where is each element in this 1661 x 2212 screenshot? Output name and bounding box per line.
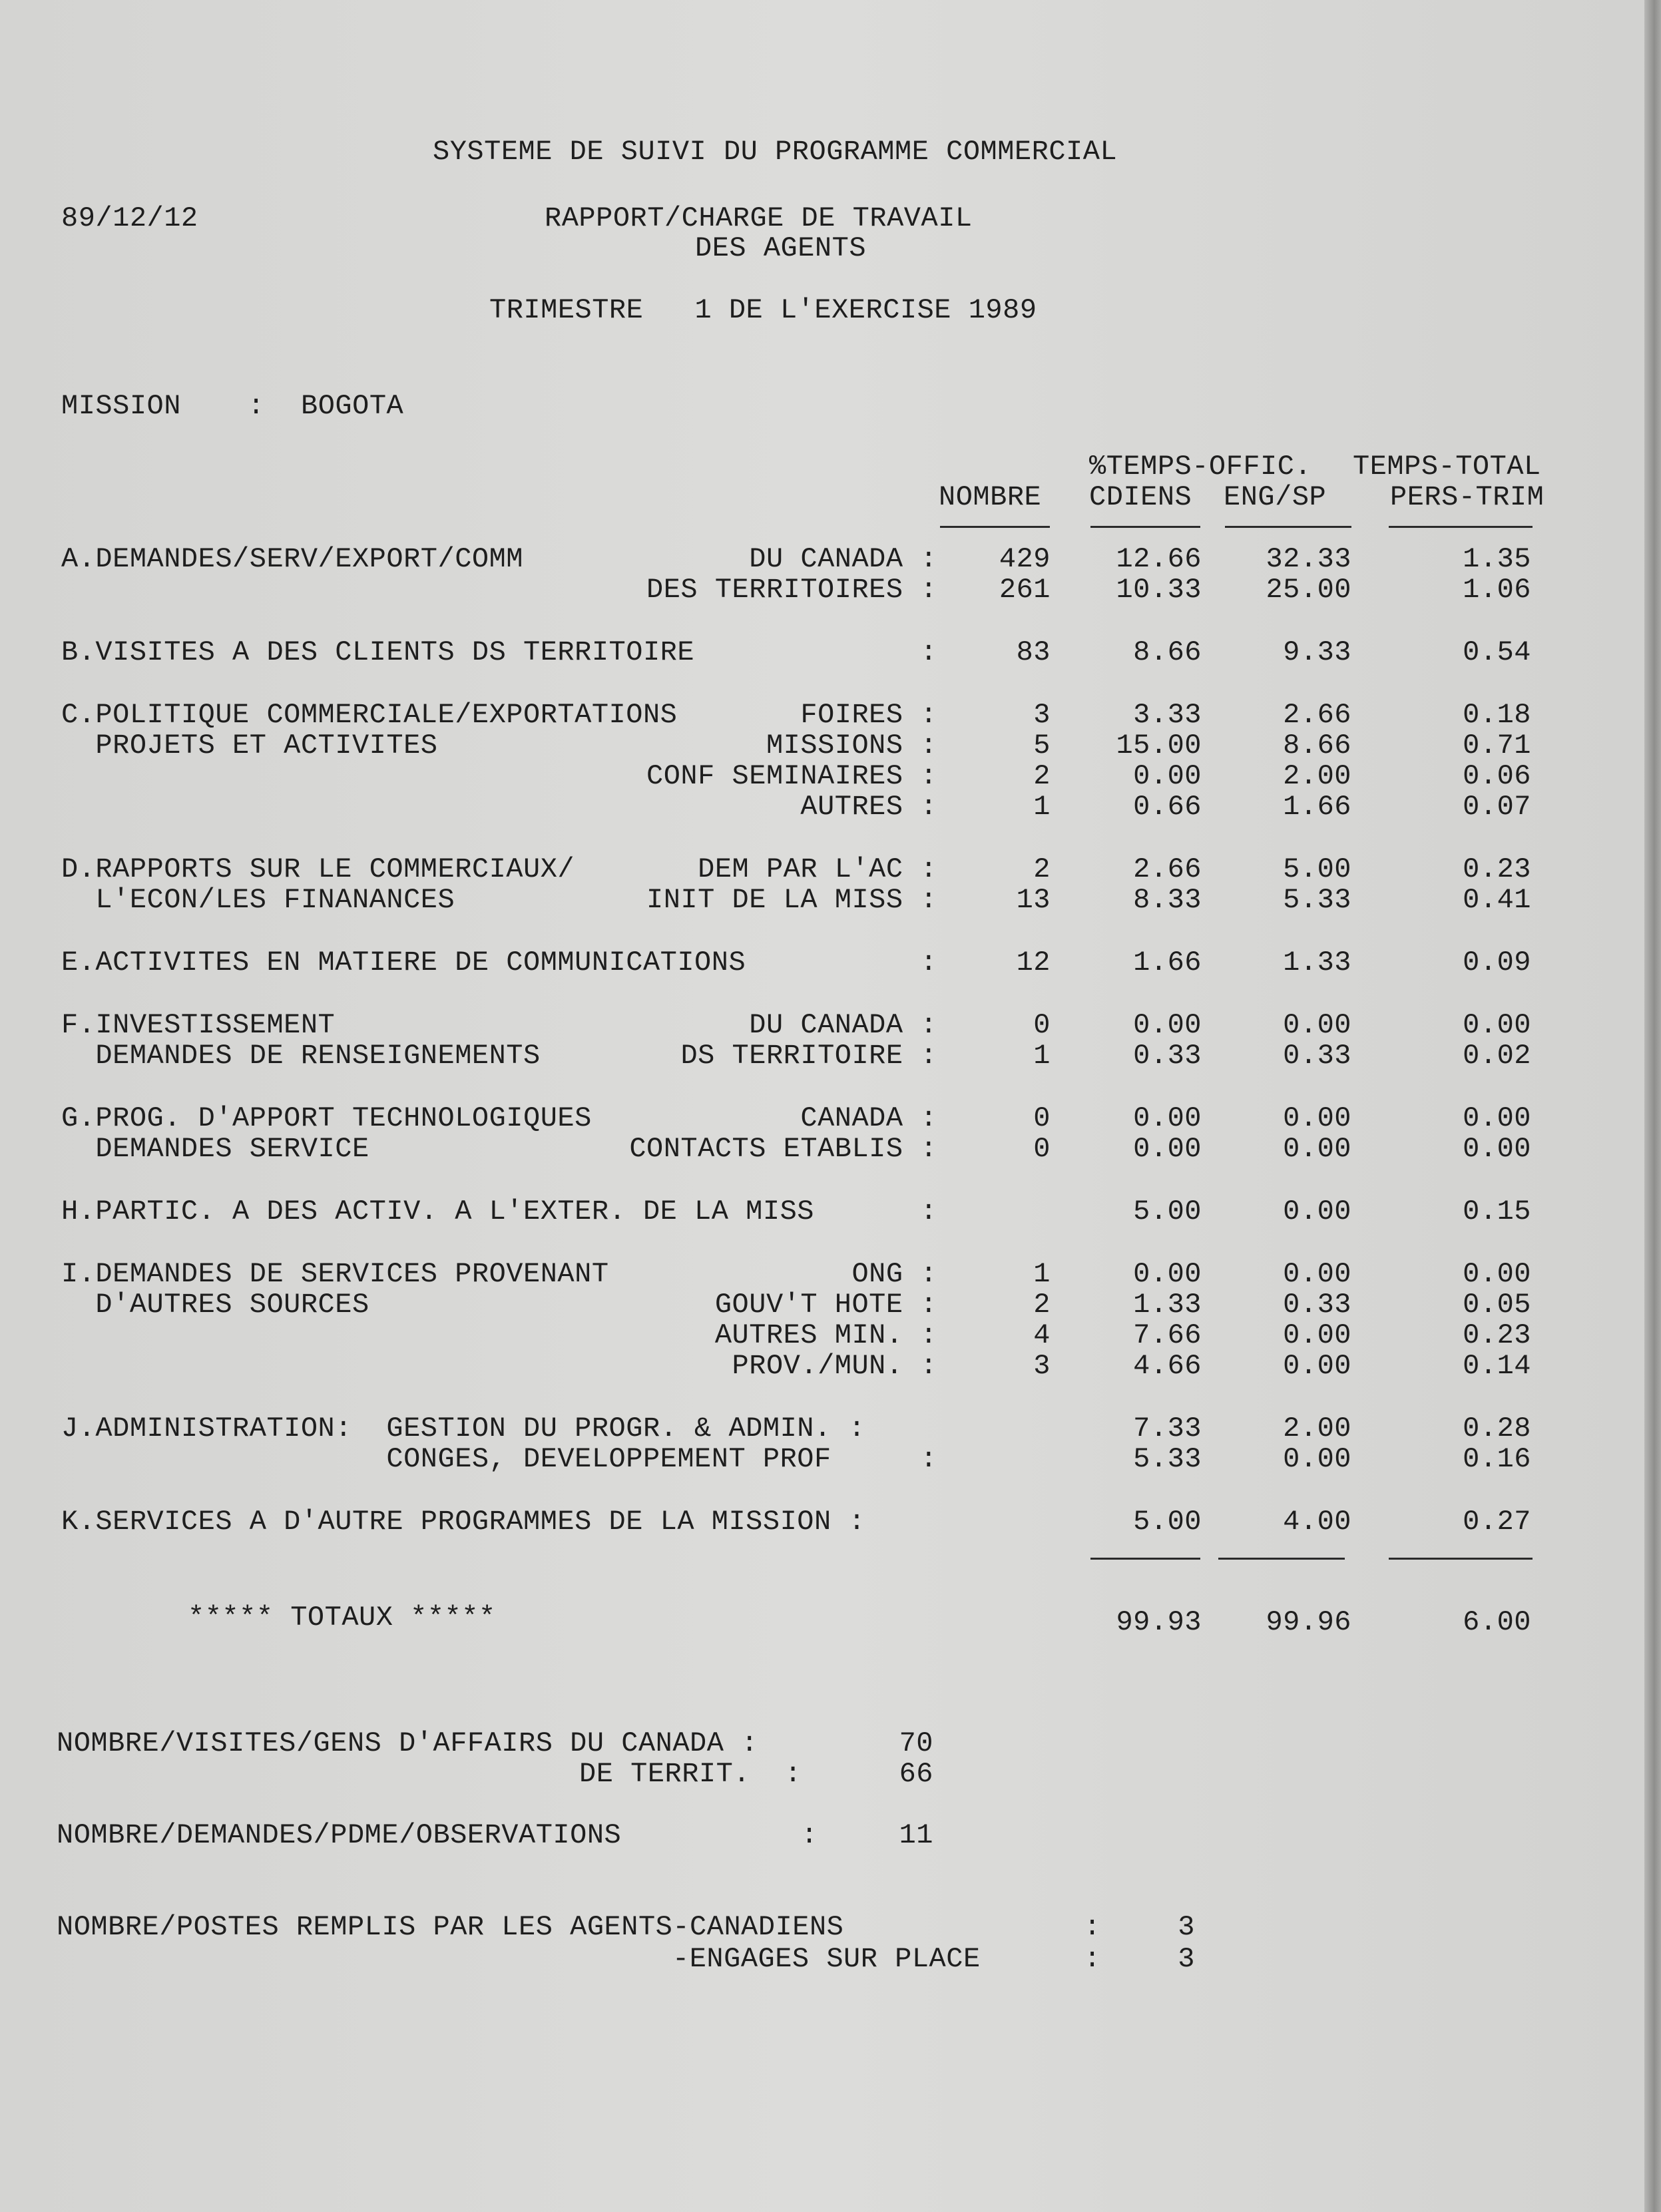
row-nombre: 429 bbox=[999, 543, 1051, 575]
footer-postes-colon: : bbox=[1084, 1911, 1101, 1943]
row-cdiens: 0.00 bbox=[1133, 1258, 1202, 1290]
row-total: 0.27 bbox=[1463, 1506, 1531, 1538]
col-header-engsp: ENG/SP bbox=[1224, 481, 1327, 513]
row-engsp: 0.00 bbox=[1283, 1102, 1351, 1134]
row-subcategory: PROV./MUN. : bbox=[732, 1350, 937, 1382]
footer-territ-value: 66 bbox=[899, 1758, 933, 1790]
row-category: CONGES, DEVELOPPEMENT PROF bbox=[61, 1443, 831, 1475]
report-title-line1: RAPPORT/CHARGE DE TRAVAIL bbox=[545, 202, 973, 234]
row-engsp: 0.00 bbox=[1283, 1196, 1351, 1227]
row-engsp: 1.33 bbox=[1283, 947, 1351, 979]
row-subcategory: CONF SEMINAIRES : bbox=[646, 760, 937, 792]
row-cdiens: 2.66 bbox=[1133, 853, 1202, 885]
row-total: 0.71 bbox=[1463, 730, 1531, 762]
row-nombre: 1 bbox=[1033, 791, 1051, 823]
row-nombre: 1 bbox=[1033, 1258, 1051, 1290]
row-category: D.RAPPORTS SUR LE COMMERCIAUX/ bbox=[61, 853, 575, 885]
col-underline-total bbox=[1389, 526, 1533, 528]
footer-territ-label: DE TERRIT. : bbox=[579, 1758, 802, 1790]
page-edge-shadow bbox=[1644, 0, 1661, 2212]
row-total: 0.00 bbox=[1463, 1102, 1531, 1134]
row-cdiens: 5.00 bbox=[1133, 1506, 1202, 1538]
row-subcategory: GOUV'T HOTE : bbox=[714, 1289, 937, 1321]
row-nombre: 83 bbox=[1016, 636, 1051, 668]
totals-rule-total bbox=[1389, 1558, 1533, 1560]
row-total: 0.28 bbox=[1463, 1413, 1531, 1444]
row-total: 0.54 bbox=[1463, 636, 1531, 668]
row-cdiens: 0.00 bbox=[1133, 1133, 1202, 1165]
row-nombre: 12 bbox=[1016, 947, 1051, 979]
row-engsp: 4.00 bbox=[1283, 1506, 1351, 1538]
row-subcategory: MISSIONS : bbox=[766, 730, 937, 762]
row-subcategory: DES TERRITOIRES : bbox=[646, 574, 937, 606]
row-subcategory: DU CANADA : bbox=[749, 543, 937, 575]
col-underline-cdiens bbox=[1090, 526, 1200, 528]
row-total: 0.07 bbox=[1463, 791, 1531, 823]
row-nombre: 0 bbox=[1033, 1102, 1051, 1134]
row-nombre: 1 bbox=[1033, 1040, 1051, 1072]
row-nombre: 13 bbox=[1016, 884, 1051, 916]
row-category: L'ECON/LES FINANANCES bbox=[61, 884, 455, 916]
row-engsp: 0.00 bbox=[1283, 1009, 1351, 1041]
row-engsp: 2.66 bbox=[1283, 699, 1351, 731]
quarter-line: TRIMESTRE 1 DE L'EXERCISE 1989 bbox=[489, 294, 1037, 326]
row-cdiens: 4.66 bbox=[1133, 1350, 1202, 1382]
row-category: C.POLITIQUE COMMERCIALE/EXPORTATIONS bbox=[61, 699, 678, 731]
row-subcategory: AUTRES MIN. : bbox=[714, 1319, 937, 1351]
col-header-temps-offic: %TEMPS-OFFIC. bbox=[1089, 451, 1312, 483]
report-system-title: SYSTEME DE SUIVI DU PROGRAMME COMMERCIAL bbox=[433, 136, 1118, 168]
row-cdiens: 5.00 bbox=[1133, 1196, 1202, 1227]
row-cdiens: 15.00 bbox=[1116, 730, 1202, 762]
row-engsp: 0.00 bbox=[1283, 1133, 1351, 1165]
row-subcategory: INIT DE LA MISS : bbox=[646, 884, 937, 916]
row-subcategory: FOIRES : bbox=[800, 699, 937, 731]
row-cdiens: 5.33 bbox=[1133, 1443, 1202, 1475]
row-category: DEMANDES DE RENSEIGNEMENTS bbox=[61, 1040, 541, 1072]
footer-pdme-label: NOMBRE/DEMANDES/PDME/OBSERVATIONS bbox=[57, 1819, 622, 1851]
row-subcategory: : bbox=[920, 1196, 937, 1227]
row-subcategory: DS TERRITOIRE : bbox=[680, 1040, 937, 1072]
totals-engsp: 99.96 bbox=[1266, 1606, 1351, 1638]
row-total: 0.16 bbox=[1463, 1443, 1531, 1475]
row-engsp: 0.00 bbox=[1283, 1258, 1351, 1290]
row-cdiens: 0.00 bbox=[1133, 760, 1202, 792]
row-total: 0.41 bbox=[1463, 884, 1531, 916]
footer-engages-value: 3 bbox=[1178, 1943, 1195, 1975]
mission-label: MISSION bbox=[61, 390, 181, 422]
row-category: J.ADMINISTRATION: GESTION DU PROGR. & ADMIN. : bbox=[61, 1413, 866, 1444]
row-total: 0.05 bbox=[1463, 1289, 1531, 1321]
row-category: PROJETS ET ACTIVITES bbox=[61, 730, 438, 762]
totals-label: ***** TOTAUX ***** bbox=[188, 1602, 496, 1634]
row-category: G.PROG. D'APPORT TECHNOLOGIQUES bbox=[61, 1102, 592, 1134]
row-engsp: 0.33 bbox=[1283, 1040, 1351, 1072]
row-category: B.VISITES A DES CLIENTS DS TERRITOIRE bbox=[61, 636, 695, 668]
row-total: 0.23 bbox=[1463, 1319, 1531, 1351]
row-total: 0.23 bbox=[1463, 853, 1531, 885]
row-cdiens: 7.66 bbox=[1133, 1319, 1202, 1351]
footer-postes-label: NOMBRE/POSTES REMPLIS PAR LES AGENTS-CANADIENS bbox=[57, 1911, 844, 1943]
row-category: K.SERVICES A D'AUTRE PROGRAMMES DE LA MISSION : bbox=[61, 1506, 866, 1538]
row-engsp: 0.00 bbox=[1283, 1443, 1351, 1475]
col-underline-engsp bbox=[1225, 526, 1351, 528]
row-total: 0.18 bbox=[1463, 699, 1531, 731]
col-header-nombre: NOMBRE bbox=[939, 481, 1042, 513]
row-engsp: 5.00 bbox=[1283, 853, 1351, 885]
row-engsp: 0.00 bbox=[1283, 1350, 1351, 1382]
row-cdiens: 10.33 bbox=[1116, 574, 1202, 606]
row-total: 0.02 bbox=[1463, 1040, 1531, 1072]
row-total: 1.06 bbox=[1463, 574, 1531, 606]
row-cdiens: 8.66 bbox=[1133, 636, 1202, 668]
row-total: 1.35 bbox=[1463, 543, 1531, 575]
row-total: 0.06 bbox=[1463, 760, 1531, 792]
row-category: F.INVESTISSEMENT bbox=[61, 1009, 336, 1041]
row-subcategory: AUTRES : bbox=[800, 791, 937, 823]
row-category: D'AUTRES SOURCES bbox=[61, 1289, 369, 1321]
row-cdiens: 12.66 bbox=[1116, 543, 1202, 575]
row-cdiens: 0.33 bbox=[1133, 1040, 1202, 1072]
row-nombre: 0 bbox=[1033, 1133, 1051, 1165]
row-engsp: 0.33 bbox=[1283, 1289, 1351, 1321]
row-nombre: 2 bbox=[1033, 853, 1051, 885]
row-cdiens: 8.33 bbox=[1133, 884, 1202, 916]
row-nombre: 3 bbox=[1033, 699, 1051, 731]
footer-engages-colon: : bbox=[1084, 1943, 1101, 1975]
row-cdiens: 0.66 bbox=[1133, 791, 1202, 823]
row-subcategory: : bbox=[920, 1443, 937, 1475]
row-total: 0.00 bbox=[1463, 1133, 1531, 1165]
row-nombre: 5 bbox=[1033, 730, 1051, 762]
row-nombre: 261 bbox=[999, 574, 1051, 606]
col-header-temps-total: TEMPS-TOTAL bbox=[1353, 451, 1541, 483]
row-cdiens: 7.33 bbox=[1133, 1413, 1202, 1444]
footer-postes-value: 3 bbox=[1178, 1911, 1195, 1943]
row-cdiens: 1.66 bbox=[1133, 947, 1202, 979]
row-category: H.PARTIC. A DES ACTIV. A L'EXTER. DE LA MISS bbox=[61, 1196, 814, 1227]
row-cdiens: 1.33 bbox=[1133, 1289, 1202, 1321]
footer-visites-value: 70 bbox=[899, 1727, 933, 1759]
row-total: 0.14 bbox=[1463, 1350, 1531, 1382]
totals-cdiens: 99.93 bbox=[1116, 1606, 1202, 1638]
mission-value: BOGOTA bbox=[301, 390, 404, 422]
row-nombre: 4 bbox=[1033, 1319, 1051, 1351]
row-category: A.DEMANDES/SERV/EXPORT/COMM bbox=[61, 543, 524, 575]
report-title-line2: DES AGENTS bbox=[695, 232, 867, 264]
col-header-cdiens: CDIENS bbox=[1089, 481, 1192, 513]
row-subcategory: DEM PAR L'AC : bbox=[698, 853, 937, 885]
row-total: 0.09 bbox=[1463, 947, 1531, 979]
row-engsp: 25.00 bbox=[1266, 574, 1351, 606]
mission-colon: : bbox=[248, 390, 265, 422]
footer-pdme-value: 11 bbox=[899, 1819, 933, 1851]
row-engsp: 5.33 bbox=[1283, 884, 1351, 916]
row-total: 0.15 bbox=[1463, 1196, 1531, 1227]
row-nombre: 2 bbox=[1033, 760, 1051, 792]
row-nombre: 3 bbox=[1033, 1350, 1051, 1382]
row-subcategory: DU CANADA : bbox=[749, 1009, 937, 1041]
row-engsp: 32.33 bbox=[1266, 543, 1351, 575]
row-subcategory: ONG : bbox=[851, 1258, 937, 1290]
row-engsp: 0.00 bbox=[1283, 1319, 1351, 1351]
row-engsp: 2.00 bbox=[1283, 1413, 1351, 1444]
row-nombre: 0 bbox=[1033, 1009, 1051, 1041]
row-category: I.DEMANDES DE SERVICES PROVENANT bbox=[61, 1258, 609, 1290]
row-total: 0.00 bbox=[1463, 1009, 1531, 1041]
footer-engages-label: -ENGAGES SUR PLACE bbox=[672, 1943, 981, 1975]
row-engsp: 9.33 bbox=[1283, 636, 1351, 668]
row-subcategory: : bbox=[920, 947, 937, 979]
footer-pdme-colon: : bbox=[801, 1819, 818, 1851]
col-underline-nombre bbox=[940, 526, 1050, 528]
totals-total: 6.00 bbox=[1463, 1606, 1531, 1638]
row-cdiens: 0.00 bbox=[1133, 1102, 1202, 1134]
row-category: E.ACTIVITES EN MATIERE DE COMMUNICATIONS bbox=[61, 947, 746, 979]
row-subcategory: CONTACTS ETABLIS : bbox=[629, 1133, 937, 1165]
row-engsp: 8.66 bbox=[1283, 730, 1351, 762]
row-engsp: 2.00 bbox=[1283, 760, 1351, 792]
row-cdiens: 3.33 bbox=[1133, 699, 1202, 731]
totals-rule-cdiens bbox=[1090, 1558, 1200, 1560]
totals-rule-engsp bbox=[1218, 1558, 1345, 1560]
row-nombre: 2 bbox=[1033, 1289, 1051, 1321]
row-cdiens: 0.00 bbox=[1133, 1009, 1202, 1041]
row-category: DEMANDES SERVICE bbox=[61, 1133, 369, 1165]
row-subcategory: : bbox=[920, 636, 937, 668]
col-header-pers-trim: PERS-TRIM bbox=[1390, 481, 1544, 513]
row-subcategory: CANADA : bbox=[800, 1102, 937, 1134]
row-total: 0.00 bbox=[1463, 1258, 1531, 1290]
report-date: 89/12/12 bbox=[61, 202, 198, 234]
row-engsp: 1.66 bbox=[1283, 791, 1351, 823]
footer-visites-label: NOMBRE/VISITES/GENS D'AFFAIRS DU CANADA : bbox=[57, 1727, 758, 1759]
